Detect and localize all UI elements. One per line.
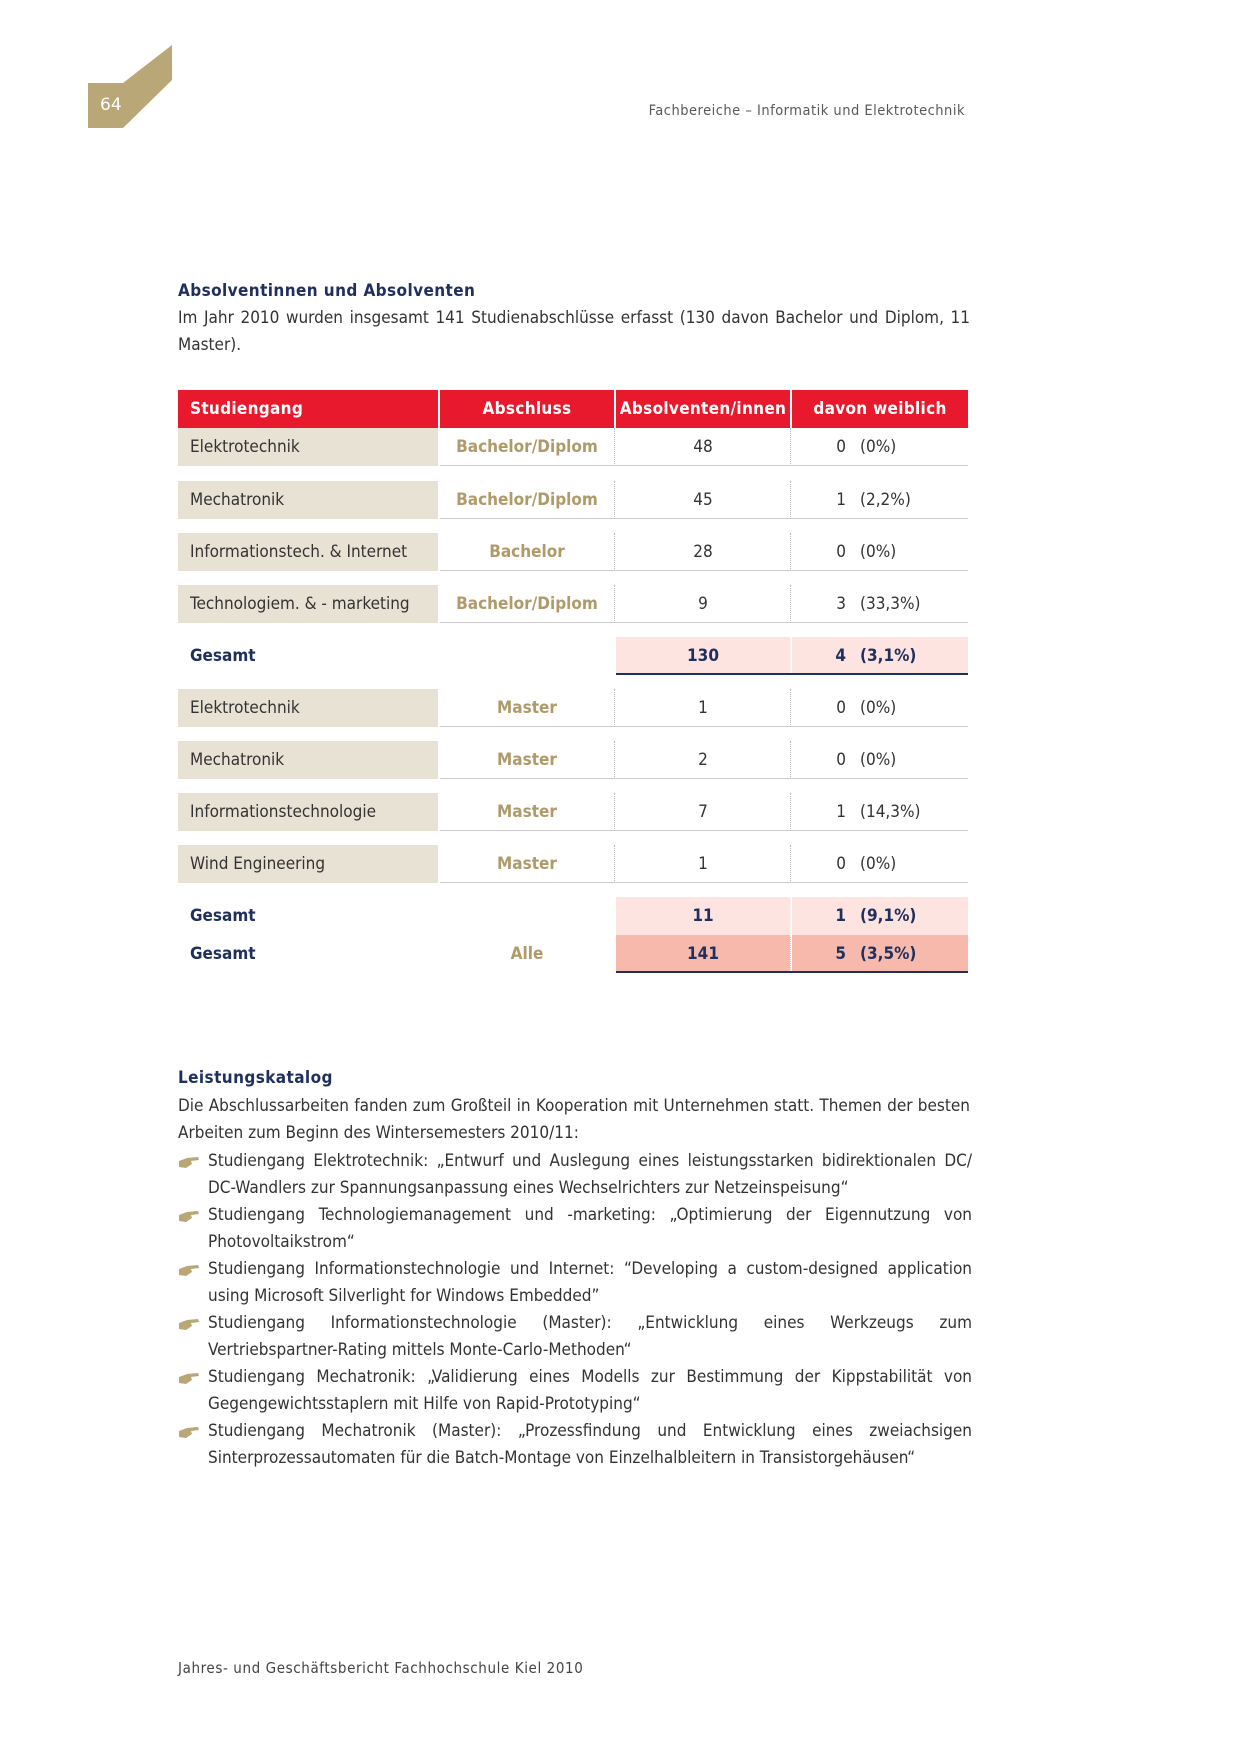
- hand-pointer-icon: [178, 1263, 200, 1277]
- table-row: [178, 533, 968, 571]
- table-row: [178, 428, 968, 466]
- list-item: [178, 1310, 972, 1364]
- list-item-text: Studiengang Elektrotechnik: „Entwurf und Auslegung eines leistungsstarken bidirektionalen DC/ DC-Wandlers zur Spannungsanpassung eines Wechselrichters zur Netzeinspeisung“: [208, 1151, 972, 1198]
- female-percent: (2,2%): [860, 490, 911, 510]
- header-program: Studiengang: [178, 390, 438, 428]
- hand-pointer-icon: [178, 1371, 200, 1385]
- female-count: 4: [835, 646, 846, 666]
- female-count: 1: [836, 490, 846, 510]
- cell-female: [792, 793, 968, 831]
- cell-graduates: 9: [616, 585, 791, 623]
- list-item: [178, 1202, 972, 1256]
- list-item-text: Studiengang Technologiemanagement und -marketing: „Optimierung der Eigennutzung von Photovoltaikstrom“: [208, 1205, 972, 1252]
- cell-degree: Bachelor: [440, 533, 615, 571]
- cell-degree: [440, 637, 614, 675]
- hand-pointer-icon: [178, 1317, 200, 1331]
- total-underline: [616, 971, 968, 973]
- female-count: 5: [835, 944, 846, 964]
- cell-graduates: 130: [616, 637, 791, 675]
- female-count: 0: [836, 750, 846, 770]
- table-row: [178, 793, 968, 831]
- female-percent: (3,5%): [860, 944, 917, 964]
- cell-female: [792, 637, 968, 675]
- cell-female: [792, 585, 968, 623]
- row-divider: [440, 830, 968, 831]
- female-count: 0: [836, 437, 846, 457]
- female-percent: (0%): [860, 698, 897, 718]
- female-percent: (0%): [860, 437, 897, 457]
- cell-graduates: 141: [616, 935, 791, 973]
- list-item: [178, 1256, 972, 1310]
- female-percent: (33,3%): [860, 594, 921, 614]
- female-count: 1: [835, 906, 846, 926]
- page-footer: Jahres- und Geschäftsbericht Fachhochschule Kiel 2010: [178, 1659, 584, 1677]
- table-row: [178, 741, 968, 779]
- cell-graduates: 1: [616, 845, 791, 883]
- female-count: 0: [836, 542, 846, 562]
- list-item: [178, 1418, 972, 1472]
- list-item-text: Studiengang Mechatronik: „Validierung eines Modells zur Bestimmung der Kippstabilität von Gegengewichtsstaplern mit Hilfe von Rapid-Prototyping“: [208, 1367, 972, 1414]
- cell-graduates: 48: [616, 428, 791, 466]
- cell-degree: Master: [440, 741, 615, 779]
- cell-graduates: 28: [616, 533, 791, 571]
- female-count: 0: [836, 854, 846, 874]
- page-number: 64: [100, 95, 122, 115]
- female-percent: (9,1%): [860, 906, 917, 926]
- cell-program: Gesamt: [190, 906, 256, 926]
- table-row: [178, 481, 968, 519]
- section-heading-catalog: Leistungskatalog: [178, 1068, 333, 1088]
- table-row: [178, 845, 968, 883]
- cell-program: Wind Engineering: [178, 845, 438, 883]
- female-percent: (0%): [860, 750, 897, 770]
- section-intro-graduates: Im Jahr 2010 wurden insgesamt 141 Studienabschlüsse erfasst (130 davon Bachelor und Diplom, 11 Master).: [178, 308, 970, 355]
- running-head: Fachbereiche – Informatik und Elektrotechnik: [648, 103, 965, 119]
- thesis-list: [178, 1148, 972, 1472]
- list-item: [178, 1364, 972, 1418]
- row-divider: [440, 570, 968, 571]
- section-heading-graduates: Absolventinnen und Absolventen: [178, 281, 476, 301]
- row-divider: [440, 882, 968, 883]
- cell-female: [792, 845, 968, 883]
- list-item-text: Studiengang Mechatronik (Master): „Prozessfindung und Entwicklung eines zweiachsigen Sinterprozessautomaten für die Batch-Montage von Einzelhalbleitern in Transistorgehäusen“: [208, 1421, 972, 1468]
- row-divider: [440, 622, 968, 623]
- female-percent: (0%): [860, 542, 897, 562]
- subtotal-row: [178, 897, 968, 935]
- cell-female: [792, 897, 968, 935]
- cell-program: Elektrotechnik: [178, 428, 438, 466]
- cell-degree: Bachelor/Diplom: [440, 585, 615, 623]
- cell-graduates: 45: [616, 481, 791, 519]
- list-item-text: Studiengang Informationstechnologie (Master): „Entwicklung eines Werkzeugs zum Vertriebspartner-Rating mittels Monte-Carlo-Methoden“: [208, 1313, 972, 1360]
- cell-female: [792, 533, 968, 571]
- total-underline: [616, 673, 968, 675]
- row-divider: [440, 518, 968, 519]
- female-percent: (3,1%): [860, 646, 917, 666]
- female-count: 1: [836, 802, 846, 822]
- cell-program: Mechatronik: [178, 741, 438, 779]
- cell-degree: Bachelor/Diplom: [440, 481, 615, 519]
- cell-program: Technologiem. & - marketing: [178, 585, 438, 623]
- row-divider: [440, 465, 968, 466]
- female-count: 3: [836, 594, 846, 614]
- cell-female: [792, 741, 968, 779]
- cell-degree: Master: [440, 793, 615, 831]
- cell-graduates: 1: [616, 689, 791, 727]
- cell-degree: Master: [440, 689, 615, 727]
- cell-program: Gesamt: [190, 646, 256, 666]
- hand-pointer-icon: [178, 1425, 200, 1439]
- cell-graduates: 2: [616, 741, 791, 779]
- hand-pointer-icon: [178, 1155, 200, 1169]
- page-corner-tab: [88, 45, 172, 128]
- female-count: 0: [836, 698, 846, 718]
- cell-program: Mechatronik: [178, 481, 438, 519]
- cell-program: Informationstech. & Internet: [178, 533, 438, 571]
- cell-program: Informationstechnologie: [178, 793, 438, 831]
- table-row: [178, 689, 968, 727]
- cell-degree: [440, 897, 614, 935]
- header-degree: Abschluss: [440, 390, 614, 428]
- cell-female: [792, 428, 968, 466]
- cell-program: Elektrotechnik: [178, 689, 438, 727]
- row-divider: [440, 778, 968, 779]
- cell-female: [792, 689, 968, 727]
- cell-degree: Bachelor/Diplom: [440, 428, 615, 466]
- female-percent: (0%): [860, 854, 897, 874]
- cell-graduates: 7: [616, 793, 791, 831]
- list-item: [178, 1148, 972, 1202]
- header-graduates: Absolventen/innen: [616, 390, 790, 428]
- cell-degree: Alle: [510, 944, 544, 964]
- cell-female: [792, 935, 968, 973]
- table-header: [178, 390, 968, 428]
- hand-pointer-icon: [178, 1209, 200, 1223]
- cell-program: Gesamt: [190, 944, 256, 964]
- row-divider: [440, 726, 968, 727]
- female-percent: (14,3%): [860, 802, 921, 822]
- header-female: davon weiblich: [792, 390, 968, 428]
- subtotal-row: [178, 637, 968, 675]
- list-item-text: Studiengang Informationstechnologie und Internet: “Developing a custom-designed application using Microsoft Silverlight for Windows Embedded”: [208, 1259, 972, 1306]
- section-intro-catalog: Die Abschlussarbeiten fanden zum Großteil in Kooperation mit Unternehmen statt. Themen der besten Arbeiten zum Beginn des Wintersemesters 2010/11:: [178, 1096, 970, 1143]
- cell-graduates: 11: [616, 897, 791, 935]
- cell-degree: Master: [440, 845, 615, 883]
- cell-female: [792, 481, 968, 519]
- grand-total-row: [178, 935, 968, 973]
- table-row: [178, 585, 968, 623]
